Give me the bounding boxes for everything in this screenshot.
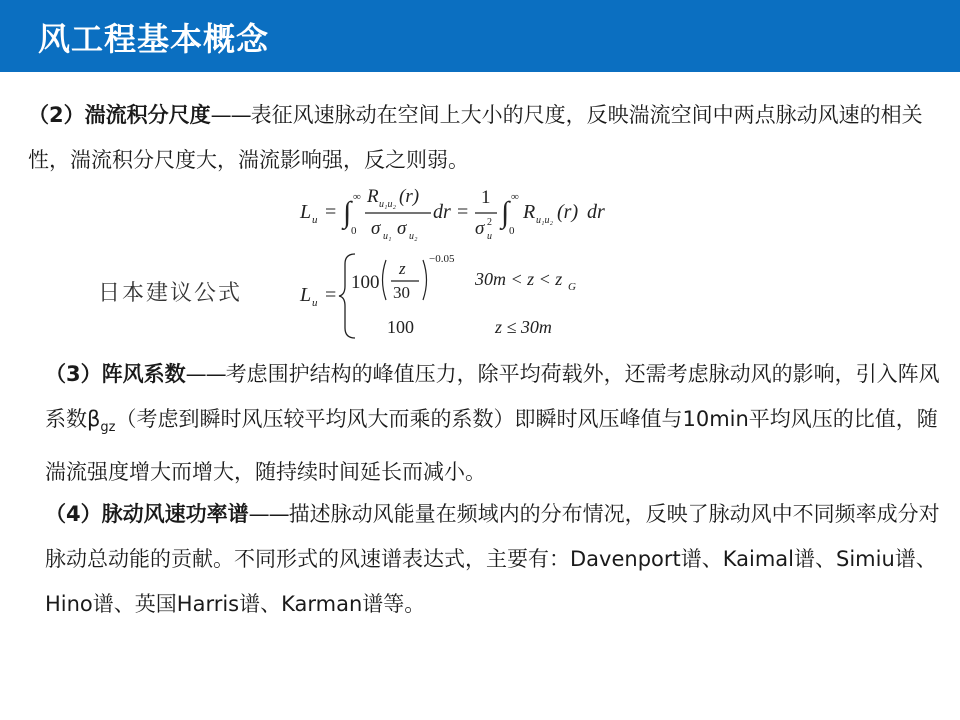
formula2-case1-num: z: [399, 259, 406, 278]
formula2-case1-den: 30: [393, 283, 410, 302]
formula2-eq: =: [325, 284, 337, 306]
formula1-r-2: (r): [557, 201, 579, 223]
formula1-int-lower: 0: [351, 225, 357, 237]
section-2-dash: ——: [210, 103, 251, 127]
formula1-int-lower-2: 0: [509, 225, 515, 237]
section-4-heading: （4）脉动风速功率谱: [45, 502, 249, 526]
japan-formula: [295, 250, 615, 342]
title-bar: [0, 0, 960, 72]
formula1-frac2-den: σ: [475, 218, 485, 239]
formula2-case2-cond: z ≤ 30m: [495, 317, 552, 337]
formula2-brace: [339, 254, 355, 338]
section-3-heading: （3）阵风系数: [45, 362, 186, 386]
integral-scale-formula: [295, 182, 625, 244]
formula2-case2-value: 100: [387, 317, 414, 337]
section-3-paragraph: [45, 352, 945, 495]
formula2-lhs: L: [300, 284, 312, 306]
formula1-lhs: L: [300, 201, 312, 223]
page-title: 风工程基本概念: [38, 20, 270, 58]
section-2-paragraph: [28, 93, 943, 183]
formula2-case1-cond-sub: G: [568, 281, 576, 293]
section-3-text-a: 考虑围护结构的峰值压力，除平均荷载外，还需考虑脉动风的影响，引入阵风系数β: [45, 362, 940, 431]
section-4-text: 描述脉动风能量在频域内的分布情况，反映了脉动风中不同频率成分对脉动总动能的贡献。不同形式的风速谱表达式，主要有：Davenport谱、Kaimal谱、Simiu谱、Hino谱、英国Harris谱、Karman谱等。: [45, 502, 940, 616]
formula1-num-R-sub: u₁u₂: [379, 199, 396, 210]
formula1-num-r: (r): [399, 186, 420, 207]
section-2-text: 表征风速脉动在空间上大小的尺度，反映湍流空间中两点脉动风速的相关性，湍流积分尺度大，湍流影响强，反之则弱。: [28, 103, 923, 172]
formula2-lparen: [383, 260, 387, 300]
beta-subscript: gz: [100, 420, 116, 436]
formula2-rparen: [423, 260, 427, 300]
formula1-frac2-den-sup: 2: [487, 217, 492, 228]
formula2-case1-coef: 100: [351, 272, 380, 293]
formula2-lhs-sub: u: [312, 297, 318, 309]
formula1-frac2-num: 1: [481, 187, 491, 208]
section-2-heading: （2）湍流积分尺度: [28, 103, 211, 127]
formula1-R-2: R: [523, 201, 536, 223]
integral-sign-2: ∫: [501, 196, 510, 229]
formula1-eq: =: [325, 201, 337, 223]
section-3-text-b: （考虑到瞬时风压较平均风大而乘的系数）即瞬时风压峰值与10min平均风压的比值，随湍流强度增大而增大，随持续时间延长而减小。: [45, 407, 938, 485]
section-3-dash: ——: [185, 362, 226, 386]
formula1-num-R: R: [367, 186, 379, 207]
formula1-den-1: σ: [371, 218, 381, 239]
formula1-frac2-den-sub: u: [487, 231, 492, 242]
formula1-eq-2: =: [457, 201, 469, 223]
formula2-case1-cond: 30m < z < z: [475, 269, 563, 289]
formula1-dr-2: dr: [587, 201, 605, 223]
formula1-R-sub-2: u₁u₂: [536, 215, 553, 226]
section-4-paragraph: [45, 492, 945, 627]
formula1-lhs-sub: u: [312, 214, 318, 226]
integral-sign-1: ∫: [343, 196, 352, 229]
formula1-den-sub2: u₂: [409, 231, 418, 242]
japan-formula-label: 日本建议公式: [98, 281, 243, 306]
formula1-dr-1: dr: [433, 201, 451, 223]
section-4-dash: ——: [248, 502, 289, 526]
formula1-den-2: σ: [397, 218, 407, 239]
formula1-den-sub1: u₁: [383, 231, 392, 242]
formula2-case1-exp: −0.05: [429, 253, 455, 265]
formula1-int-upper-2: ∞: [511, 191, 519, 203]
formula1-int-upper: ∞: [353, 191, 361, 203]
